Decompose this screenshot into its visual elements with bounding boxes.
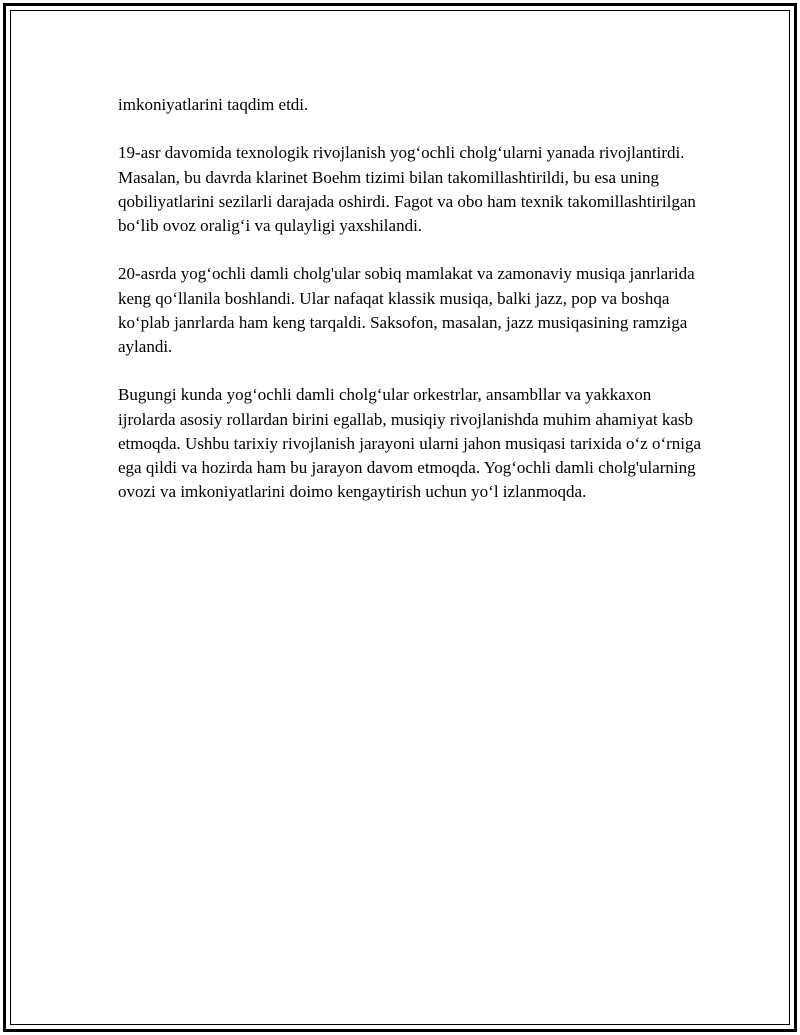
paragraph-continuation: imkoniyatlarini taqdim etdi. xyxy=(118,95,309,114)
paragraph-19th-century: 19-asr davomida texnologik rivojlanish yog‘ochli cholg‘ularni yanada rivojlantirdi. Masalan, bu davrda klarinet Boehm tizimi bilan takomillashtirildi, bu esa uning qobiliyatlarini sezilarli darajada oshirdi. Fagot va obo ham texnik takomillashtirilgan bo‘lib ovoz oralig‘i va qulayligi yaxshilandi. xyxy=(118,143,696,235)
document-body xyxy=(118,93,708,529)
paragraph-present-day: Bugungi kunda yog‘ochli damli cholg‘ular orkestrlar, ansambllar va yakkaxon ijrolarda asosiy rollardan birini egallab, musiqiy rivojlanishda muhim ahamiyat kasb etmoqda. Ushbu tarixiy rivojlanish jarayoni ularni jahon musiqasi tarixida o‘z o‘rniga ega qildi va hozirda ham bu jarayon davom etmoqda. Yog‘ochli damli cholg'ularning ovozi va imkoniyatlarini doimo kengaytirish uchun yo‘l izlanmoqda. xyxy=(118,385,702,502)
paragraph-20th-century: 20-asrda yog‘ochli damli cholg'ular sobiq mamlakat va zamonaviy musiqa janrlarida keng qo‘llanila boshlandi. Ular nafaqat klassik musiqa, balki jazz, pop va boshqa ko‘plab janrlarda ham keng tarqaldi. Saksofon, masalan, jazz musiqasining ramziga aylandi. xyxy=(118,264,695,356)
